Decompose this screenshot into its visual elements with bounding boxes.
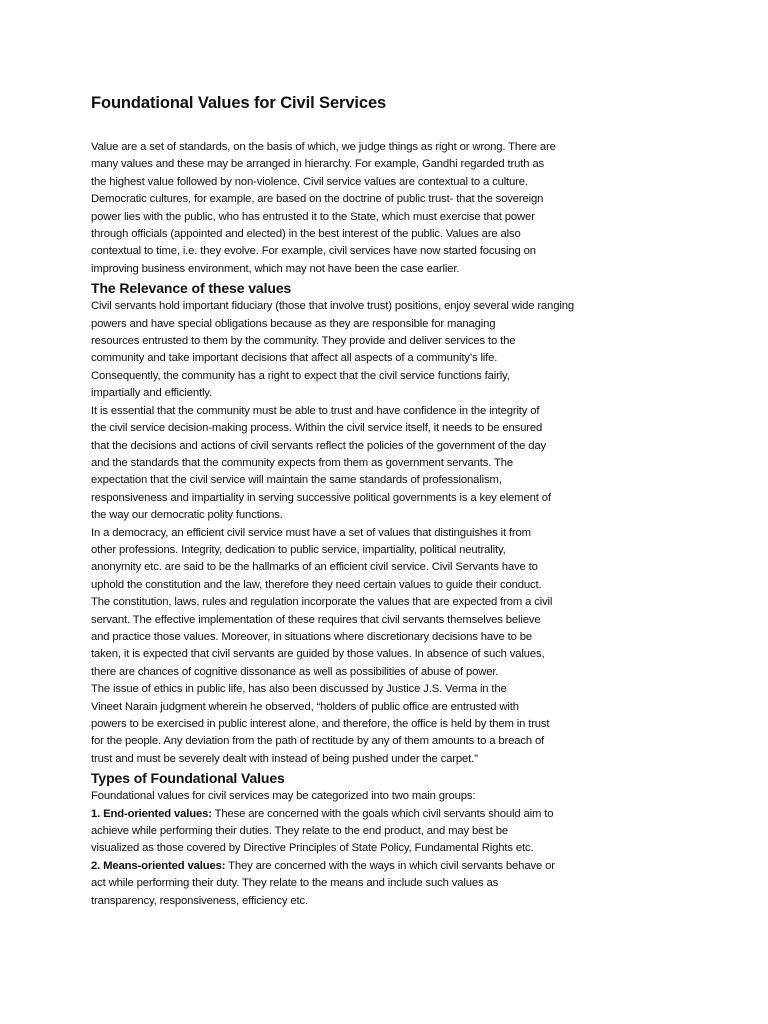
- document-title: Foundational Values for Civil Services: [91, 94, 387, 112]
- text-line: powers and have special obligations because as they are responsible for managing: [91, 317, 496, 330]
- text-line: Democratic cultures, for example, are based on the doctrine of public trust- that the sovereign: [91, 193, 544, 206]
- text-line: The constitution, laws, rules and regulation incorporate the values that are expected from a civil: [91, 596, 553, 609]
- text-line: act while performing their duty. They relate to the means and include such values as: [91, 877, 499, 890]
- means-oriented-line: [91, 858, 671, 875]
- text-line: the civil service decision-making process. Within the civil service itself, it needs to be ensured: [91, 422, 543, 435]
- text-line: trust and must be severely dealt with instead of being pushed under the carpet.”: [91, 752, 478, 765]
- document-page: [91, 92, 671, 910]
- text-line: through officials (appointed and elected) in the best interest of the public. Values are also: [91, 228, 521, 241]
- text-line: Value are a set of standards, on the basis of which, we judge things as right or wrong. There are: [91, 141, 556, 153]
- text-line: The issue of ethics in public life, has also been discussed by Justice J.S. Verma in the: [91, 683, 507, 696]
- text-line: taken, it is expected that civil servants are guided by those values. In absence of such values,: [91, 648, 545, 661]
- text-line: and practice those values. Moreover, in situations where discretionary decisions have to be: [91, 630, 532, 643]
- text-line: responsiveness and impartiality in serving successive political governments is a key element of: [91, 491, 551, 504]
- text-line: powers to be exercised in public interest alone, and therefore, the office is held by them in trust: [91, 718, 550, 730]
- intro-paragraph: [91, 139, 671, 278]
- text-line: Consequently, the community has a right to expect that the civil service functions fairly,: [91, 369, 510, 382]
- text-line: transparency, responsiveness, efficiency etc.: [91, 894, 308, 907]
- text-line: visualized as those covered by Directive Principles of State Policy, Fundamental Rights etc.: [91, 842, 534, 855]
- text-line: Vineet Narain judgment wherein he observed, “holders of public office are entrusted with: [91, 700, 519, 713]
- text-line: power lies with the public, who has entrusted it to the State, which must exercise that power: [91, 210, 535, 223]
- means-oriented-text: They are concerned with the ways in which civil servants behave or: [225, 859, 555, 872]
- text-line: the way our democratic polity functions.: [91, 509, 283, 522]
- text-line: and the standards that the community expects from them as government servants. The: [91, 456, 514, 469]
- relevance-paragraph: [91, 298, 671, 768]
- types-heading: Types of Foundational Values: [91, 770, 285, 787]
- text-line: many values and these may be arranged in hierarchy. For example, Gandhi regarded truth as: [91, 158, 545, 171]
- text-line: impartially and efficiently.: [91, 387, 212, 400]
- text-line: contextual to time, i.e. they evolve. For example, civil services have now started focusing on: [91, 245, 536, 258]
- text-line: It is essential that the community must be able to trust and have confidence in the integrity of: [91, 404, 540, 417]
- end-oriented-label: 1. End-oriented values:: [91, 807, 212, 820]
- types-paragraph: [91, 788, 671, 910]
- text-line: the highest value followed by non-violence. Civil service values are contextual to a culture.: [91, 175, 528, 188]
- end-oriented-text: These are concerned with the goals which civil servants should aim to: [211, 807, 554, 820]
- text-line: resources entrusted to them by the community. They provide and deliver services to the: [91, 335, 516, 348]
- text-line: improving business environment, which may not have been the case earlier.: [91, 262, 460, 275]
- text-line: other professions. Integrity, dedication to public service, impartiality, political neutrality,: [91, 543, 506, 556]
- relevance-heading: The Relevance of these values: [91, 280, 292, 297]
- text-line: expectation that the civil service will maintain the same standards of professionalism,: [91, 474, 502, 487]
- text-line: Civil servants hold important fiduciary (those that involve trust) positions, enjoy several wide ranging: [91, 300, 574, 313]
- text-line: In a democracy, an efficient civil service must have a set of values that distinguishes it from: [91, 526, 531, 539]
- text-line: uphold the constitution and the law, therefore they need certain values to guide their conduct.: [91, 578, 542, 591]
- text-line: community and take important decisions that affect all aspects of a community’s life.: [91, 352, 498, 365]
- end-oriented-line: [91, 806, 671, 823]
- text-line: anonymity etc. are said to be the hallmarks of an efficient civil service. Civil Servants have to: [91, 561, 538, 574]
- text-line: there are chances of cognitive dissonance as well as possibilities of abuse of power.: [91, 665, 499, 678]
- text-line: that the decisions and actions of civil servants reflect the policies of the government of the day: [91, 439, 547, 452]
- means-oriented-label: 2. Means-oriented values:: [91, 859, 226, 872]
- text-line: servant. The effective implementation of these requires that civil servants themselves believe: [91, 613, 541, 626]
- text-line: Foundational values for civil services may be categorized into two main groups:: [91, 790, 476, 803]
- text-line: achieve while performing their duties. They relate to the end product, and may best be: [91, 825, 509, 838]
- text-line: for the people. Any deviation from the path of rectitude by any of them amounts to a breach of: [91, 735, 545, 748]
